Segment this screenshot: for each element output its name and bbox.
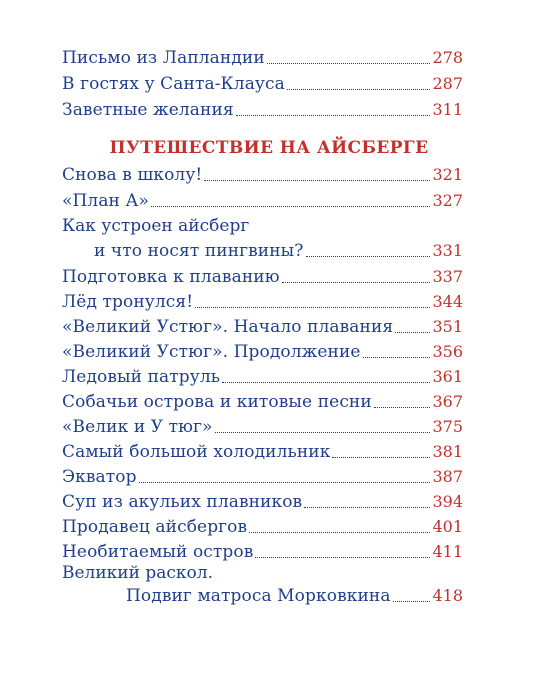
- toc-entry: [62, 389, 463, 413]
- dot-leader: [236, 114, 431, 116]
- toc-entry: [126, 583, 463, 607]
- toc-entry-page: 287: [432, 74, 463, 93]
- toc-entry-title: «Велик и У тюг»: [62, 417, 213, 437]
- toc-entry-page: 418: [432, 586, 463, 605]
- dot-leader: [255, 556, 430, 558]
- toc-entry-title: Снова в школу!: [62, 165, 203, 185]
- toc-entry-page: 387: [432, 467, 463, 486]
- toc-entry-page: 361: [432, 367, 463, 386]
- toc-entry-title: Подвиг матроса Морковкина: [126, 586, 391, 606]
- dot-leader: [374, 406, 431, 408]
- toc-entry: [62, 464, 463, 488]
- toc-entry: [62, 414, 463, 438]
- toc-entry-page: 321: [432, 165, 463, 184]
- toc-entry: [62, 514, 463, 538]
- toc-entry-page: 327: [432, 191, 463, 210]
- toc-entry-title: Необитаемый остров: [62, 542, 254, 562]
- dot-leader: [204, 179, 430, 181]
- dot-leader: [395, 331, 430, 333]
- toc-entry: [94, 238, 463, 262]
- dot-leader: [363, 356, 431, 358]
- dot-leader: [282, 281, 431, 283]
- toc-entry-title: и что носят пингвины?: [94, 241, 304, 261]
- toc-entry-title: Ледовый патруль: [62, 367, 221, 387]
- toc-entry-page: 356: [432, 342, 463, 361]
- toc-entry-title: Экватор: [62, 467, 137, 487]
- dot-leader: [267, 62, 431, 64]
- dot-leader: [195, 306, 430, 308]
- toc-entry: [62, 339, 463, 363]
- toc-entry: [62, 188, 463, 212]
- toc-entry: [62, 439, 463, 463]
- dot-leader: [306, 255, 431, 257]
- toc-entry-title: Лёд тронулся!: [62, 292, 194, 312]
- toc-entry-title: Суп из акульих плавников: [62, 492, 303, 512]
- dot-leader: [222, 381, 430, 383]
- dot-leader: [304, 506, 430, 508]
- toc-entry: [62, 45, 463, 69]
- toc-entry: [62, 314, 463, 338]
- toc-entry-title: Как устроен айсберг: [62, 216, 250, 236]
- dot-leader: [139, 481, 431, 483]
- toc-entry-page: 381: [432, 442, 463, 461]
- dot-leader: [287, 88, 431, 90]
- toc-entry-title: «Великий Устюг». Начало плавания: [62, 317, 394, 337]
- toc-entry-title: Подготовка к плаванию: [62, 267, 280, 287]
- toc-entry: [62, 364, 463, 388]
- toc-entry: [62, 539, 463, 563]
- toc-entry-title: В гостях у Санта-Клауса: [62, 74, 285, 94]
- toc-entry-title: «План А»: [62, 191, 149, 211]
- toc-entry-title: Собачьи острова и китовые песни: [62, 392, 372, 412]
- toc-entry-title: Самый большой холодильник: [62, 442, 331, 462]
- toc-entry: [62, 97, 463, 121]
- dot-leader: [249, 531, 430, 533]
- toc-entry-title: Продавец айсбергов: [62, 517, 248, 537]
- toc-entry-page: 367: [432, 392, 463, 411]
- toc-entry: [62, 162, 463, 186]
- toc-entry-page: 401: [432, 517, 463, 536]
- dot-leader: [151, 205, 430, 207]
- toc-entry-page: 278: [432, 48, 463, 67]
- dot-leader: [332, 456, 430, 458]
- toc-entry: [62, 489, 463, 513]
- toc-entry-page: 311: [432, 100, 463, 119]
- toc-entry-title: «Великий Устюг». Продолжение: [62, 342, 361, 362]
- toc-entry: [62, 71, 463, 95]
- toc-entry-page: 344: [432, 292, 463, 311]
- toc-entry-page: 375: [432, 417, 463, 436]
- section-heading: ПУТЕШЕСТВИЕ НА АЙСБЕРГЕ: [109, 138, 429, 158]
- toc-entry: [62, 264, 463, 288]
- toc-entry-title: Великий раскол.: [62, 563, 213, 583]
- toc-entry: [62, 289, 463, 313]
- dot-leader: [215, 431, 431, 433]
- toc-entry-title: Письмо из Лапландии: [62, 48, 265, 68]
- toc-entry-page: 394: [432, 492, 463, 511]
- toc-entry-page: 351: [432, 317, 463, 336]
- toc-entry-page: 411: [432, 542, 463, 561]
- toc-entry-page: 337: [432, 267, 463, 286]
- dot-leader: [393, 600, 431, 602]
- toc-entry-title: Заветные желания: [62, 100, 234, 120]
- toc-entry-page: 331: [432, 241, 463, 260]
